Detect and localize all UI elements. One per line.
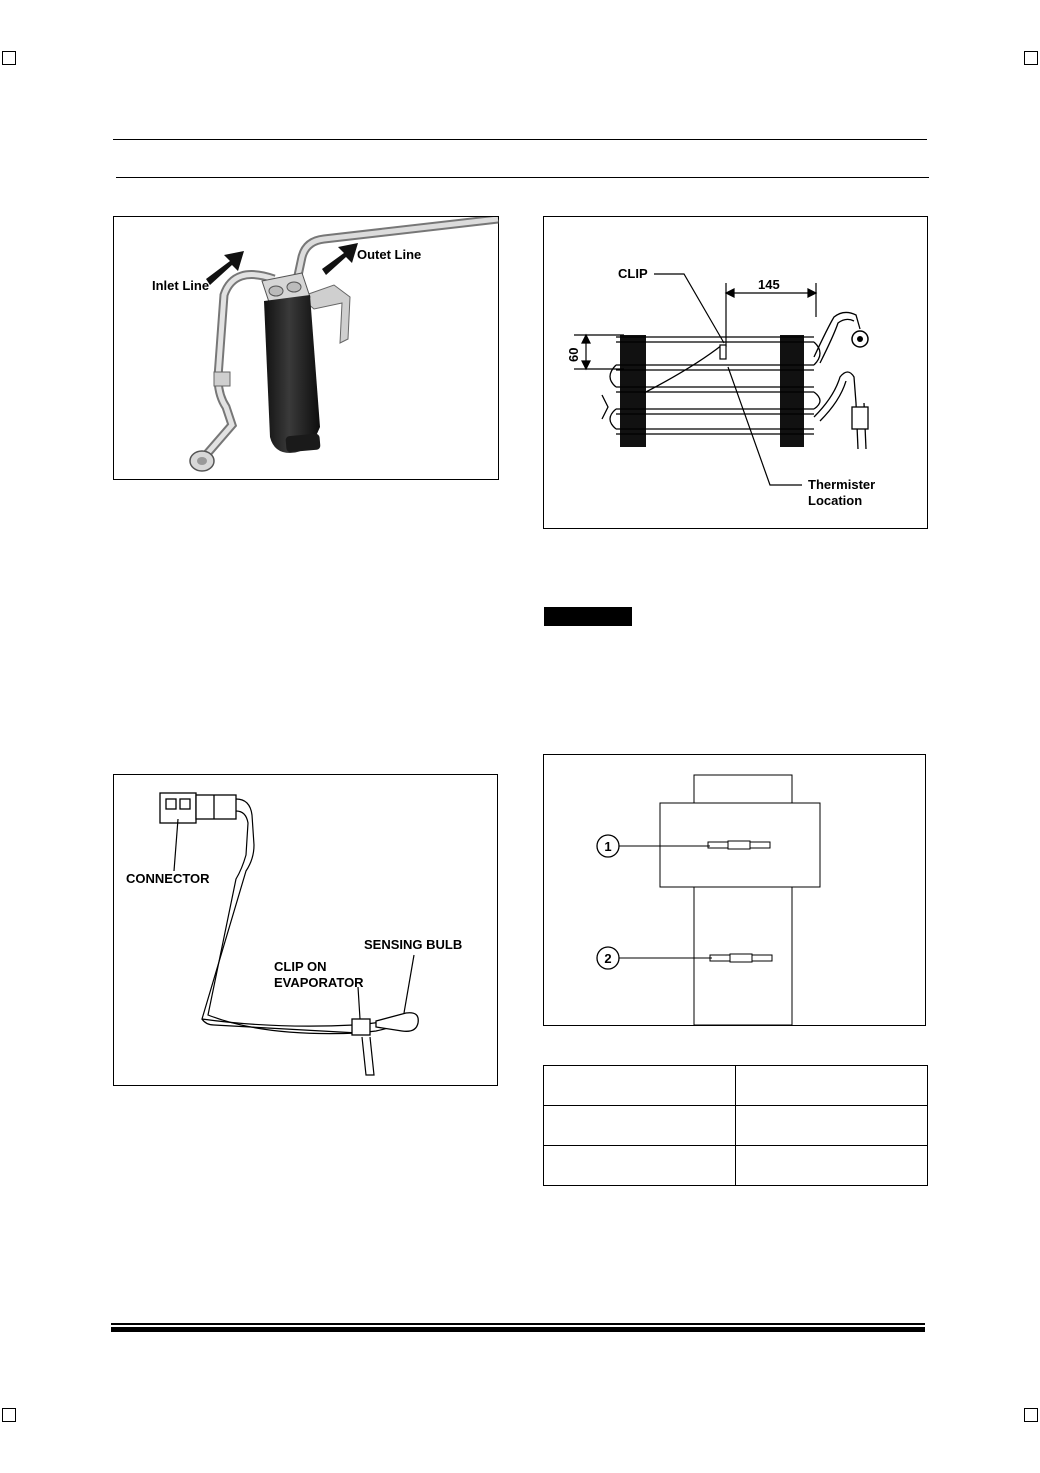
clip-on-evaporator-label-line1: CLIP ON bbox=[274, 959, 327, 974]
callout-1-label: 1 bbox=[604, 839, 612, 854]
evaporator-fin-block-right bbox=[780, 335, 804, 447]
evaporator-fin-block-left bbox=[620, 335, 646, 447]
thermostat-cable bbox=[202, 799, 408, 1034]
evaporator-illustration bbox=[544, 217, 929, 530]
registration-mark-bottom-left bbox=[2, 1408, 16, 1422]
clip-label: CLIP bbox=[618, 266, 648, 281]
inlet-fitting bbox=[214, 372, 230, 386]
table-cell bbox=[736, 1106, 928, 1146]
table-cell bbox=[736, 1066, 928, 1106]
connector-label: CONNECTOR bbox=[126, 871, 210, 886]
line-coupling-icon bbox=[852, 407, 868, 429]
fuse-2-icon bbox=[710, 954, 772, 962]
receiver-drier-illustration bbox=[114, 217, 500, 481]
registration-mark-bottom-right bbox=[1024, 1408, 1038, 1422]
figure-receiver-drier bbox=[113, 216, 499, 480]
thermister-label-line2: Location bbox=[808, 493, 863, 508]
dimension-60-label: 60 bbox=[566, 347, 581, 362]
registration-mark-top-right bbox=[1024, 51, 1038, 65]
dimension-vertical bbox=[574, 335, 624, 369]
inlet-line-label: Inlet Line bbox=[152, 278, 210, 293]
clip-on-evaporator-label-line2: EVAPORATOR bbox=[274, 975, 364, 990]
note-header-bar bbox=[544, 607, 632, 626]
drier-cylinder bbox=[264, 295, 320, 453]
figure-evaporator bbox=[543, 216, 928, 529]
footer-rule-thin bbox=[111, 1323, 925, 1325]
registration-mark-top-left bbox=[2, 51, 16, 65]
evaporator-clip-icon bbox=[352, 1019, 370, 1035]
drain-clip-icon bbox=[602, 395, 608, 419]
table-row bbox=[544, 1146, 928, 1186]
footer-rule-thick bbox=[111, 1327, 925, 1332]
figure-thermostat bbox=[113, 774, 498, 1086]
connector-icon bbox=[160, 793, 236, 823]
clip-leader-line bbox=[654, 274, 724, 343]
table-row bbox=[544, 1106, 928, 1146]
table-row bbox=[544, 1066, 928, 1106]
thermostat-illustration bbox=[114, 775, 499, 1087]
sensing-bulb-label: SENSING BULB bbox=[364, 937, 463, 952]
table-cell bbox=[736, 1146, 928, 1186]
sensing-bulb-icon bbox=[376, 1013, 418, 1032]
dimension-145-label: 145 bbox=[758, 277, 780, 292]
table-cell bbox=[544, 1106, 736, 1146]
clip-icon bbox=[720, 345, 726, 359]
header-rule-bottom bbox=[116, 177, 929, 178]
header-rule-top bbox=[113, 139, 927, 140]
clip-stem bbox=[362, 1037, 374, 1075]
fuse-1-icon bbox=[708, 841, 770, 849]
thermister-label-line1: Thermister bbox=[808, 477, 876, 492]
figure-fuse-block bbox=[543, 754, 926, 1026]
outlet-arrow-icon bbox=[322, 243, 358, 275]
spec-table bbox=[543, 1065, 928, 1186]
inlet-pipe bbox=[206, 275, 274, 455]
fuse-block-illustration bbox=[544, 755, 927, 1027]
table-cell bbox=[544, 1146, 736, 1186]
table-cell bbox=[544, 1066, 736, 1106]
callout-2-label: 2 bbox=[604, 951, 612, 966]
outlet-line-label: Outet Line bbox=[357, 247, 422, 262]
